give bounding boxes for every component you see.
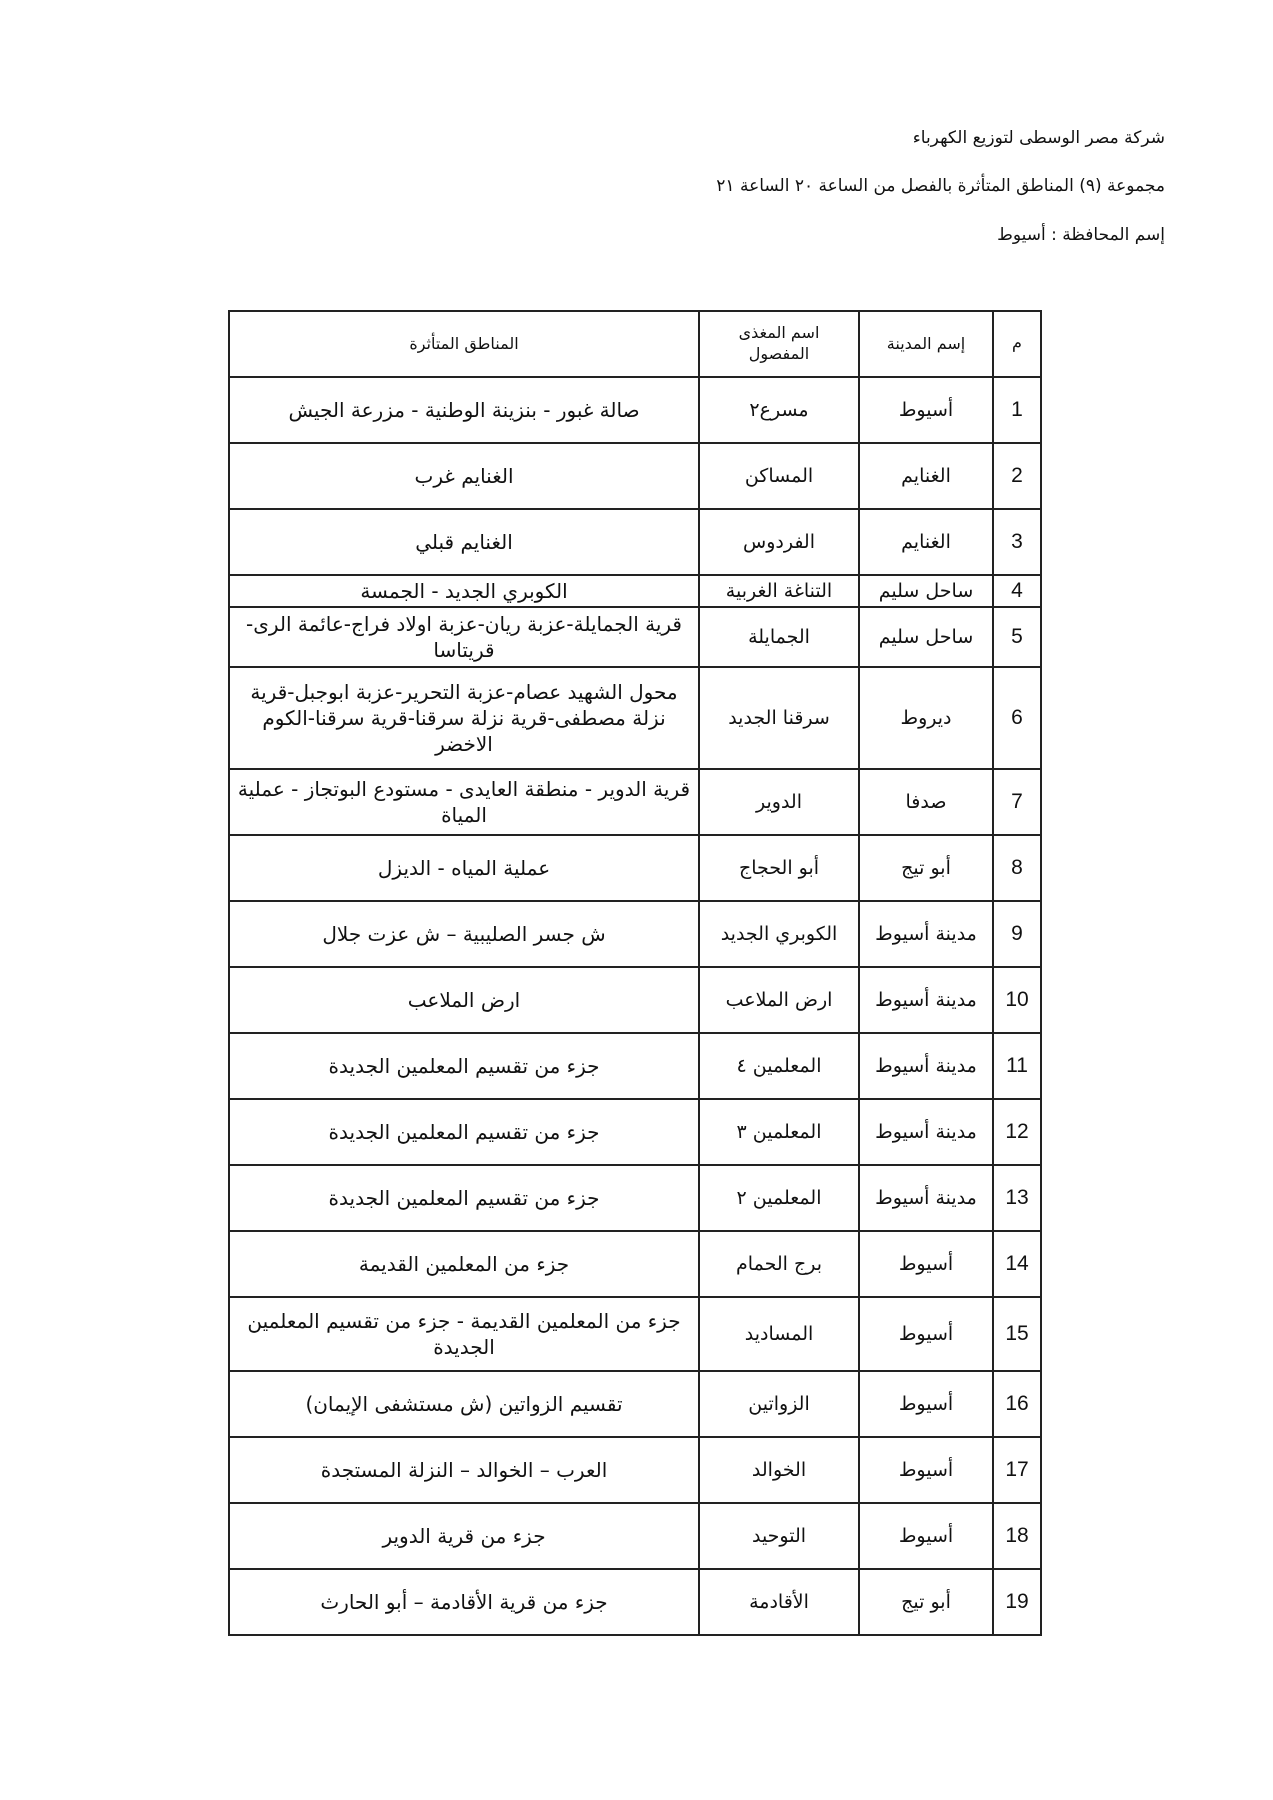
table-row (230, 1034, 1040, 1100)
row-num: 3 (992, 510, 1040, 574)
row-feeder: الكوبري الجديد (698, 902, 858, 966)
row-city: أسيوط (858, 1438, 992, 1502)
row-city: الغنايم (858, 510, 992, 574)
row-feeder: المساكن (698, 444, 858, 508)
header-areas: المناطق المتأثرة (409, 333, 519, 353)
row-feeder: الأقادمة (698, 1570, 858, 1634)
row-num: 18 (992, 1504, 1040, 1568)
row-city: ساحل سليم (858, 608, 992, 666)
row-areas: جزء من تقسيم المعلمين الجديدة (328, 1054, 600, 1078)
row-num: 1 (992, 378, 1040, 442)
row-num: 4 (992, 576, 1040, 606)
row-areas: جزء من قرية الأقادمة – أبو الحارث (320, 1590, 608, 1614)
governorate-line: إسم المحافظة : أسيوط (997, 224, 1165, 245)
row-feeder: برج الحمام (698, 1232, 858, 1296)
table-header-row (230, 312, 1040, 378)
row-areas: جزء من قرية الدوير (382, 1524, 546, 1548)
row-city: أبو تيج (858, 1570, 992, 1634)
header-city: إسم المدينة (858, 312, 992, 376)
row-feeder: التناغة الغربية (698, 576, 858, 606)
row-city: مدينة أسيوط (858, 902, 992, 966)
row-feeder: مسرع٢ (698, 378, 858, 442)
document-header (716, 128, 1165, 273)
row-areas: الغنايم قبلي (415, 530, 513, 554)
row-feeder: المساديد (698, 1298, 858, 1370)
table-row (230, 1166, 1040, 1232)
row-areas: الغنايم غرب (414, 464, 514, 488)
row-areas: العرب – الخوالد – النزلة المستجدة (320, 1458, 608, 1482)
row-feeder: المعلمين ٤ (698, 1034, 858, 1098)
table-row (230, 836, 1040, 902)
row-city: أسيوط (858, 378, 992, 442)
row-areas: ارض الملاعب (407, 988, 521, 1012)
table-row (230, 1372, 1040, 1438)
outage-table (228, 310, 1042, 1636)
row-city: أسيوط (858, 1298, 992, 1370)
row-areas: قرية الدوير - منطقة العايدى - مستودع البوتجاز - عملية المياة (237, 777, 691, 827)
table-row (230, 378, 1040, 444)
row-feeder: الزواتين (698, 1372, 858, 1436)
row-city: مدينة أسيوط (858, 1166, 992, 1230)
row-areas: جزء من تقسيم المعلمين الجديدة (328, 1120, 600, 1144)
row-city: مدينة أسيوط (858, 968, 992, 1032)
group-line: مجموعة (٩) المناطق المتأثرة بالفصل من الساعة ٢٠ الساعة ٢١ (716, 176, 1165, 197)
row-city: مدينة أسيوط (858, 1100, 992, 1164)
row-feeder: المعلمين ٣ (698, 1100, 858, 1164)
row-areas: جزء من المعلمين القديمة - جزء من تقسيم المعلمين الجديدة (247, 1309, 681, 1359)
row-feeder: الخوالد (698, 1438, 858, 1502)
row-city: أسيوط (858, 1232, 992, 1296)
table-row (230, 770, 1040, 836)
table-row (230, 608, 1040, 668)
table-row (230, 668, 1040, 770)
row-city: ديروط (858, 668, 992, 768)
row-areas: صالة غبور - بنزينة الوطنية - مزرعة الجيش (288, 398, 640, 422)
row-feeder: الدوير (698, 770, 858, 834)
row-num: 6 (992, 668, 1040, 768)
row-feeder: سرقنا الجديد (698, 668, 858, 768)
table-row (230, 1100, 1040, 1166)
row-city: ساحل سليم (858, 576, 992, 606)
company-name: شركة مصر الوسطى لتوزيع الكهرباء (912, 128, 1165, 148)
table-body (230, 378, 1040, 1636)
row-city: أبو تيج (858, 836, 992, 900)
table-row (230, 510, 1040, 576)
row-city: مدينة أسيوط (858, 1034, 992, 1098)
row-num: 16 (992, 1372, 1040, 1436)
row-feeder: الفردوس (698, 510, 858, 574)
row-city: صدفا (858, 770, 992, 834)
row-num: 10 (992, 968, 1040, 1032)
row-areas: تقسيم الزواتين (ش مستشفى الإيمان) (305, 1392, 623, 1416)
row-num: 14 (992, 1232, 1040, 1296)
row-city: أسيوط (858, 1372, 992, 1436)
row-city: أسيوط (858, 1504, 992, 1568)
row-areas: قرية الجمايلة-عزبة ريان-عزبة اولاد فراج-عائمة الرى-قريتاسا (246, 612, 682, 662)
row-feeder: الجمايلة (698, 608, 858, 666)
row-feeder: ارض الملاعب (698, 968, 858, 1032)
row-feeder: التوحيد (698, 1504, 858, 1568)
row-num: 13 (992, 1166, 1040, 1230)
table-row (230, 1504, 1040, 1570)
table-row (230, 1570, 1040, 1636)
row-areas: ش جسر الصليبية – ش عزت جلال (322, 922, 606, 946)
table-row (230, 444, 1040, 510)
row-num: 19 (992, 1570, 1040, 1634)
table-row (230, 576, 1040, 608)
row-num: 12 (992, 1100, 1040, 1164)
table-row (230, 1298, 1040, 1372)
row-areas: محول الشهيد عصام-عزبة التحرير-عزبة ابوجبل-قرية نزلة مصطفى-قرية نزلة سرقنا-قرية سرقنا-الكوم الاخضر (250, 680, 678, 756)
row-city: الغنايم (858, 444, 992, 508)
table-row (230, 902, 1040, 968)
row-num: 2 (992, 444, 1040, 508)
row-num: 5 (992, 608, 1040, 666)
row-num: 17 (992, 1438, 1040, 1502)
table-row (230, 1438, 1040, 1504)
row-num: 9 (992, 902, 1040, 966)
row-areas: الكوبري الجديد - الجمسة (360, 579, 568, 603)
row-num: 11 (992, 1034, 1040, 1098)
header-num: م (992, 312, 1040, 376)
table-row (230, 968, 1040, 1034)
header-feeder: اسم المغذى المفصول (698, 312, 858, 376)
row-areas: جزء من المعلمين القديمة (358, 1252, 570, 1276)
row-feeder: أبو الحجاج (698, 836, 858, 900)
row-areas: جزء من تقسيم المعلمين الجديدة (328, 1186, 600, 1210)
row-areas: عملية المياه - الديزل (377, 856, 551, 880)
row-num: 15 (992, 1298, 1040, 1370)
row-feeder: المعلمين ٢ (698, 1166, 858, 1230)
table-row (230, 1232, 1040, 1298)
row-num: 7 (992, 770, 1040, 834)
row-num: 8 (992, 836, 1040, 900)
